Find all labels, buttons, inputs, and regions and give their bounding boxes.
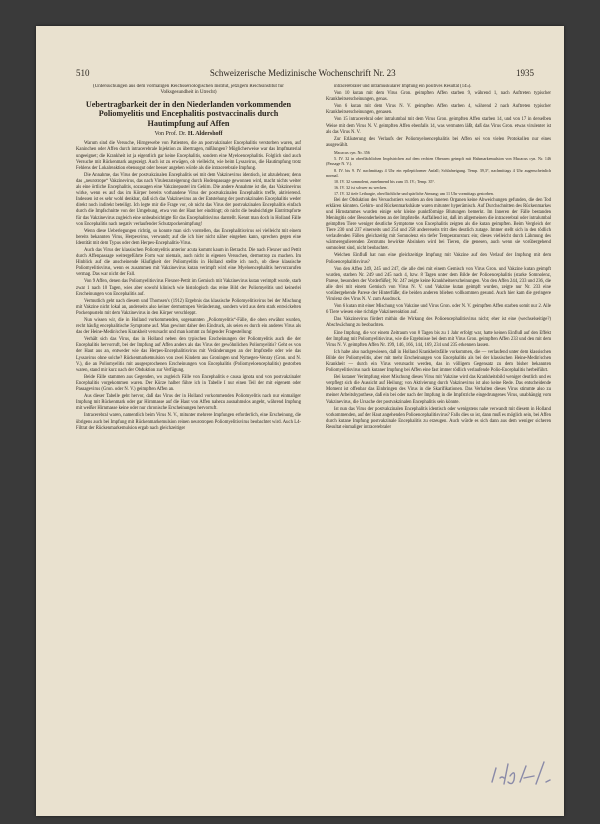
paragraph: Bei der Obduktion des Versuchstiers wurden an den inneren Organen keine Abweichungen gefunden, die den Tod erklären könnten. Gehirn- und Rückenmarkshäute waren mitunter hyperämisch. Auf Durchschnitten des Rückenmarkes und Hirnstammes wurden einige sehr kleine punktförmige Blutungen bemerkt. Im Inneren der Fälle bestanden Meningitis oder Besonderheiten an der Impfstelle. Auffallend ist, daß im allgemeinen die intracerebral oder intralumbal geimpften Tiere weniger deutliche Symptome von Encephalitis zeigten als die kutan geimpften. Beim Vergleich der Tiere 230 und 237 einerseits und 254 und 258 andererseits tritt dies deutlich zutage. Immer stellt sich in den tödlich verlaufenden Fällen gleichzeitig mit Somnolenz ein tiefer Temperatursturz ein; dieses vielleicht durch Lähmung des wärmeregulierenden Zentrums bewirkte Absinken wird bei Tieren, die genesen, auch wenn sie vorübergehend somnolent sind, nicht beobachtet.	[326, 197, 551, 252]
paragraph: Verhält sich das Virus, das in Holland neben den typischen Erscheinungen der Poliomyelitis auch die der Encephalitis hervorruft, bei der Impfung auf Affen anders als das Virus der gewöhnlichen Poliomyelitis? Geht es von der Haut aus an, entweder wie das Herpes-Encephalitisvirus mit Veränderungen an der Impfstelle oder wie das Lyssavirus ohne solche? Rückenmarkemulsion von zwei Kindern aus Groningen und Nymegen-Venray (Gron. und N. V.), die an Poliomyelitis mit ausgesprochenen Erscheinungen von Encephalitis (Poliomyeloencephalitis) gestorben waren, stand mir kurz nach der Obduktion zur Verfügung.	[76, 337, 301, 373]
author-line	[76, 130, 301, 138]
article-title: Uebertragbarkeit der in den Niederlanden vorkommenden Poliomyelitis und Encephalitis postvaccinalis durch Hautimpfung auf Affen	[85, 99, 292, 128]
protocol-line: Macacus cyn. Nr. 356	[334, 149, 370, 155]
document-page	[36, 26, 564, 816]
paragraph: Von 9 Affen, denen das Poliomyelitisvirus Flexner-Pettit im Gemisch mit Vakzinevirus kutan verimpft wurde, starb zwar 1 nach 10 Tagen, wies aber sowohl klinisch wie histologisch das reine Bild der Poliomyelitis und keinerlei Erscheinungen von Encephalitis auf.	[76, 279, 301, 297]
page-header	[76, 66, 534, 80]
journal-name: Schweizerische Medizinische Wochenschrift Nr. 23	[209, 68, 396, 78]
protocol-line: 5. IV. 32 in oberflächlichen Impfstrichen auf dem rechten Oberarm geimpft mit Halsmarkemulsion von Macacus cyn. Nr. 146 (Passage N. V.).	[326, 156, 551, 167]
paragraph: Welchen Einfluß hat nun eine gleichzeitige Impfung mit Vakzine auf den Verlauf der Impfung mit dem Polioencephalitisvirus?	[326, 253, 551, 265]
paragraph: Von 6 kutan mit einer Mischung von Vakzine und Virus Gron. oder N. V. geimpften Affen starben somit nur 2. Alle 6 Tiere wiesen eine richtige Vakzinereaktion auf.	[326, 304, 551, 316]
paragraph: Wenn diese Ueberlegungen richtig, so konnte man sich vorstellen, das Encephalitisvirus sei vielleicht mit einem bereits bekannten Virus, Herpesvirus, verwandt; auf die ich hier nicht näher eingehen kann, sprechen gegen eine Identität mit dem Typus oder dem Herpes-Encephalitis-Virus.	[76, 228, 301, 246]
paragraph: Auch das Virus der klassischen Poliomyelitis anterior acuta kommt kaum in Betracht. Die nach Flexner und Pettit durch Affenpassage weitergeführte Form war niemals, auch nicht in eigenen Versuchen, dermotrop zu machen. Im Hinblick auf die anscheinende Häufigkeit der Poliomyelitis in Holland stellte ich noch, ob diese klassische Poliomyelitisvirus, wenn es zusammen mit Vakzinevirus kutan verimpft wird eine Myeloencephalitis hervorzurufen vermag. Das war nicht der Fall.	[76, 247, 301, 278]
protocol-line: 16. IV. 32 ist schwer zu wecken.	[334, 185, 388, 191]
paragraph: Bei kutaner Verimpfung einer Mischung dieses Virus mit Vakzine wird das Krankheitsbild weniger deutlich und es verpflegt sich die Aussicht auf Heilung; von Aktivierung durch Vakzinevirus ist also keine Rede. Das entscheidende Moment ist offenbar das Einbringen des Virus in die Skarifikationen. Das Verhalten dieses Virus stimmte also zu meiner Arbeitshypothese, daß ein bei oder nach der Impfung in die Impfstriche eingedrungenes Virus, unabhängig vom Vakzinevirus, die Ursache der postvakzinalen Encephalitis sein könnte.	[326, 375, 551, 405]
page-number: 510	[76, 68, 90, 78]
paragraph: Vermutlich geht nach diesem und Thomsen's (1912) Ergebnis das klassische Poliomyelitisvirus bei der Mischung mit Vakzine nicht lokal an, anderseits also keiner dermotropen Veränderung, sondern wird aus dem stark entwickelten Pockenpusteln mit dem Vakzinevirus in den Körper verschleppt.	[76, 298, 301, 316]
paragraph: Zur Erläuterung des Verlaufs der Poliomyeloencephalitis bei Affen sei von vielen Protokollen nur eines ausgewählt.	[326, 136, 551, 148]
paragraph: Nun wissen wir, die in Holland vorkommenden, sogenannten „Poliomyelitis“-Fälle, die oben erwähnt wurden, recht häufig encephalitische Symptome auf. Man gewinnt daher den Eindruck, als seien es durch ein anderes Virus als das der Heine-Medin'schen Krankheit verursacht und man kommt zu folgender Fragestellung:	[76, 318, 301, 336]
paragraph: Intracerebral waren, namentlich beim Virus N. V., mitunter mehrere Impfungen erforderlich, eine Erscheinung, die übrigens auch bei Impfung mit Rückenmarkemulsion reinen neurotropen Poliomyelitisvirus beobachtet wird. Auch L4-Filtrat der Rückenmarkemulsion ergab nach gleichzeitiger	[76, 413, 301, 431]
right-column	[326, 84, 551, 734]
paragraph: Eine Impfung, die vor einem Zeitraum von 8 Tagen bis zu 1 Jahr erfolgt war, hatte keinen Einfluß auf den Effekt der Impfung mit Poliomyelitisvirus, wie die Ergebnisse bei dem mit Virus Gron. geimpften Affen 233 und den mit dem Virus N. V. geimpften Affen Nr. 199, 146, 166, 144, 169, 234 und 235 erkennen lassen.	[326, 330, 551, 348]
paragraph: Ich habe also nachgewiesen, daß in Holland Krankheitsfälle vorkommen, die — verlaufend unter dem klassischen Bilde der Poliomyelitis, aber mit mehr Erscheinungen von Encephalitis als bei der klassischen Heine-Medin'schen Krankheit — durch ein Virus verursacht werden, das in völligem Gegensatz zu dem bisher bekannten Poliomyelitisvirus nach kutaner Impfung bei Affen eine fast immer tödlich verlaufende Polio-Encephalitis herbeiführt.	[326, 349, 551, 374]
protocol-block	[326, 150, 551, 197]
left-paragraphs	[76, 141, 301, 431]
author-name: H. Aldershoff	[187, 131, 223, 138]
author-prefix: Von Prof. Dr.	[154, 131, 187, 138]
paragraph: Das Vakzinevirus fördert mithin die Wirkung des Polioencephalitisvirus nicht; eher ist eine (wechselseitige?) Abschwächung zu beobachten.	[326, 317, 551, 329]
paragraph: intracerebraler und intramuskulärer Impfung ein positives Resultat (145).	[334, 84, 472, 89]
paragraph: Ist nun das Virus der postvakzinalen Encephalitis identisch oder wenigstens nahe verwandt mit diesem in Holland vorkommenden, auf der Haut angehenden Polioencephalitisvirus? Falls dies so ist, dann muß es möglich sein, bei Affen durch kutane Impfung postvakzinale Encephalitis zu erzeugen. Auch würde es sich dann aus dem weniger sicheren Resultat einmaliger intracerebraler	[326, 406, 551, 430]
protocol-line: 8. IV. bis 9. IV. nachmittags 4 Uhr ein epileptiformer Anfall; Schlafneigung. Temp. 39,3°, nachmittags 4 Uhr augenscheinlich normal.	[326, 167, 551, 178]
paragraph: Von 15 intracerebral oder intralumbal mit dem Virus Gron. geimpften Affen starben 14, und von 17 in derselben Weise mit dem Virus N. V. geimpften Affen ebenfalls 14, was vermuten läßt, daß das Virus Gron. etwas virulenter ist als das Virus N. V.	[326, 117, 551, 135]
protocol-line: 17. IV. 32 tiefe Lethargie, oberflächliche und spärliche Atmung; um 11 Uhr vormittags gestorben.	[334, 191, 494, 197]
protocol-line: 10. IV. 32 somnolent, zunehmend bis zum 15. IV.; Temp. 35°.	[334, 178, 436, 184]
paragraph: Beide Fälle stammen aus Gegenden, wo zugleich Fälle von Encephalitis e causa ignota und von postvakzinaler Encephalitis vorgekommen waren. Der Kürze halber führe ich in Tabelle I nur einen Teil der mit eigenem oder Passagevirus (Gron. oder N. V.) geimpften Affen an.	[76, 374, 301, 393]
institution-note: (Untersuchungen aus dem vormaligen Reichsseriologischen Institut, jetzigem Reichsinstitut für Volksgesundheit in Utrecht)	[93, 84, 284, 96]
handwritten-annotation	[486, 754, 566, 794]
paragraph: Die Annahme, das Virus der postvakzinalen Encephalitis sei mit dem Vakzinevirus identisch, ist abzulehnen; denn das „neurotrope“ Vakzinevirus, das nach Virulenzsteigerung durch Hodenpassage gewonnen wird, macht nichts weiter als eine örtliche Encephalitis, sozusagen eine Vakzinepustel im Gehirn. Die andere Annahme ist die, das Vakzinevirus wirke, wenn es auf das im Körper bereits vorhandene Virus der postvakzinalen Encephalitis treffe, aktivierend. Indessen ist es sehr wohl denkbar, daß sich das Vakzinevirus an der Entstehung der postvakzinalen Encephalitis weder direkt noch indirekt beteiligt. Ich legte mir die Frage vor, ob nicht das Virus der postvakzinalen Encephalitis einfach durch die Impfschnitte von der Umgebung, etwa von der Haut her eindringt; ob nicht die beabsichtigte Eintrittspforte für das Vakzinevirus zugleich eine unbeabsichtigte für das Encephalitisvirus darstellt. Kennt man doch in Holland Fälle von Encephalitis nach negativ verlaufender Schutzpockenimpfung!	[76, 172, 301, 227]
paragraph: Von 10 kutan mit dem Virus Gron. geimpften Affen starben 9, während 1, nach Auftreten typischer Krankheitserscheinungen, genas.	[326, 91, 551, 103]
right-paragraphs	[326, 84, 551, 149]
year: 1935	[516, 68, 534, 78]
paragraph: Von 6 kutan mit dem Virus N. V. geimpften Affen starben 4, während 2 nach Auftreten typischer Krankheitserscheinungen, genasen.	[326, 104, 551, 116]
paragraph: Von den Affen 249, 245 und 247, die alle drei mit einem Gemisch von Virus Gron. und Vakzine kutan geimpft wurden, starben Nr. 249 und 245 nach 4, bzw. 8 Tagen unter dem Bilde der Polioencephalitis (starke Somnolenz, Parese, besonders der Vorderfüße); Nr. 247 zeigte keine Krankheitserscheinungen. Von den Affen 244, 233 und 236, die alle drei mit einem Gemisch von Virus N. V. und Vakzine kutan geimpft wurden, zeigte nur Nr. 233 eine vorübergehende Parese der Hinterfüße; die beiden anderen blieben vollkommen gesund. Auch hier kam die geringere Virulenz des Virus N. V. zum Ausdruck.	[326, 266, 551, 303]
paragraph: Aus dieser Tabelle geht hervor, daß das Virus der in Holland vorkommenden Poliomyelitis nach nur einmaliger Impfung mit Rückenmark oder gar Hirnmasse auf die Haut von Affen nahezu ausnahmslos angeht, während Impfung mit weißer Hirnmasse keine oder nur chronische Erscheinungen hervorruft.	[76, 394, 301, 412]
right-paragraphs-2	[326, 198, 551, 431]
left-column	[76, 84, 301, 734]
paragraph: Warum sind die Versuche, Hirngewebe von Patienten, die an postvakzinaler Encephalitis verstorben waren, auf Kaninchen oder Affen durch intracerebrale Injektion zu übertragen, mißlungen? Möglicherweise war das Impfmaterial ungeeignet; die Krankheit ist ja eigentlich gar keine Encephalitis, sondern eine Myeloencephalitis. Folglich sind auch Versuche mit Rückenmark angezeigt. Auch ist zu erwägen, ob vielleicht, wie beim Lyssavirus, die Hautimpfung trotz Fehlens der Lokalreaktion ebensogut oder besser angehen würde als die intracerebrale Impfung.	[76, 141, 301, 171]
